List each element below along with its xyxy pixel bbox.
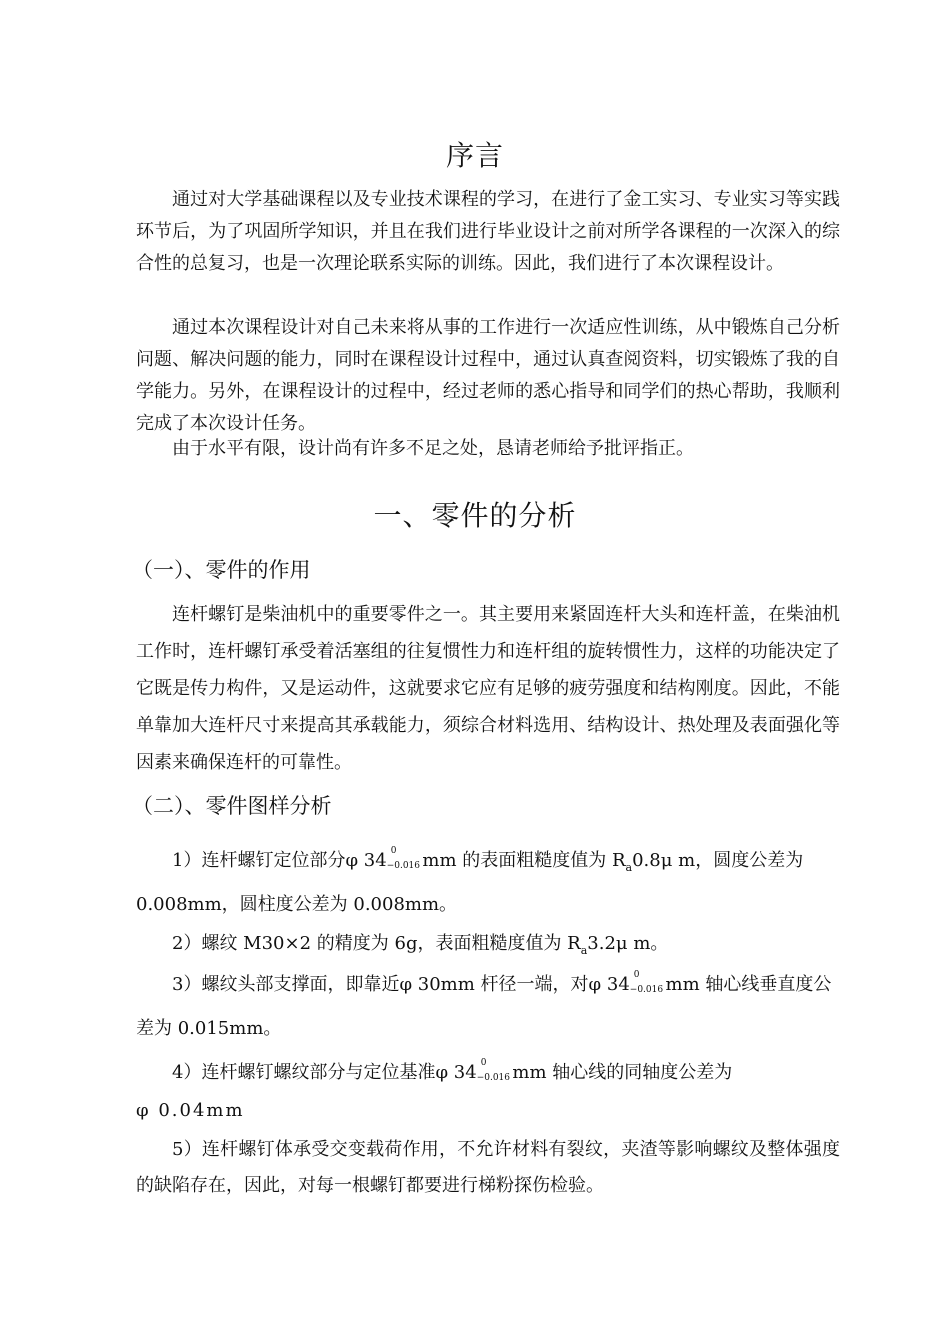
tolerance: 0 −0.016 <box>476 1058 510 1083</box>
preface-paragraph-2: 通过本次课程设计对自己未来将从事的工作进行一次适应性训练，从中锻炼自己分析问题、解决问题的能力，同时在课程设计过程中，通过认真查阅资料，切实锻炼了我的自学能力。另外，在课程设计的过程中，经过老师的悉心指导和同学们的热心帮助，我顺利完成了本次设计任务。 <box>136 317 840 434</box>
section-title-drawing-analysis: （二）、零件图样分析 <box>132 794 332 818</box>
item-1-line-2: 0.008mm，圆柱度公差为 0.008mm。 <box>136 894 458 915</box>
item-3-line-1: 3）螺纹头部支撑面，即靠近φ 30mm 杆径一端，对φ 34 0 −0.016 mm 轴心线垂直度公 <box>172 970 832 995</box>
preface-title: 序言 <box>445 139 504 172</box>
section-title-role: （一）、零件的作用 <box>132 558 311 582</box>
tolerance: 0 −0.016 <box>386 846 420 871</box>
preface-paragraph-1: 通过对大学基础课程以及专业技术课程的学习，在进行了金工实习、专业实习等实践环节后，为了巩固所学知识，并且在我们进行毕业设计之前对所学各课程的一次深入的综合性的总复习，也是一次理论联系实际的训练。因此，我们进行了本次课程设计。 <box>136 189 840 274</box>
chapter-title: 一、零件的分析 <box>373 499 577 532</box>
tolerance: 0 −0.016 <box>629 970 664 995</box>
item-1-line-1: 1）连杆螺钉定位部分φ 34 0 −0.016 mm 的表面粗糙度值为 $R_a0.8\mu$ m，圆度公差为 <box>172 846 804 874</box>
item-5: 5）连杆螺钉体承受交变载荷作用，不允许材料有裂纹，夹渣等影响螺纹及整体强度的缺陷存在，因此，对每一根螺钉都要进行梯粉探伤检验。 <box>136 1139 840 1196</box>
item-2: 2）螺纹 M30×2 的精度为 6g，表面粗糙度值为 $R_a3.2\mu$ m。 <box>172 933 669 957</box>
preface-paragraph-3: 由于水平有限，设计尚有许多不足之处，恳请老师给予批评指正。 <box>172 438 694 459</box>
item-4-line-1: 4）连杆螺钉螺纹部分与定位基准φ 34 0 −0.016 mm 轴心线的同轴度公差为 <box>172 1058 733 1083</box>
item-4-line-2: φ 0.04mm <box>136 1100 245 1121</box>
item-3-line-2: 差为 0.015mm。 <box>136 1018 282 1039</box>
section-paragraph-role: 连杆螺钉是柴油机中的重要零件之一。其主要用来紧固连杆大头和连杆盖，在柴油机工作时，连杆螺钉承受着活塞组的往复惯性力和连杆组的旋转惯性力，这样的功能决定了它既是传力构件，又是运动件，这就要求它应有足够的疲劳强度和结构刚度。因此，不能单靠加大连杆尺寸来提高其承载能力，须综合材料选用、结构设计、热处理及表面强化等因素来确保连杆的可靠性。 <box>136 604 840 773</box>
